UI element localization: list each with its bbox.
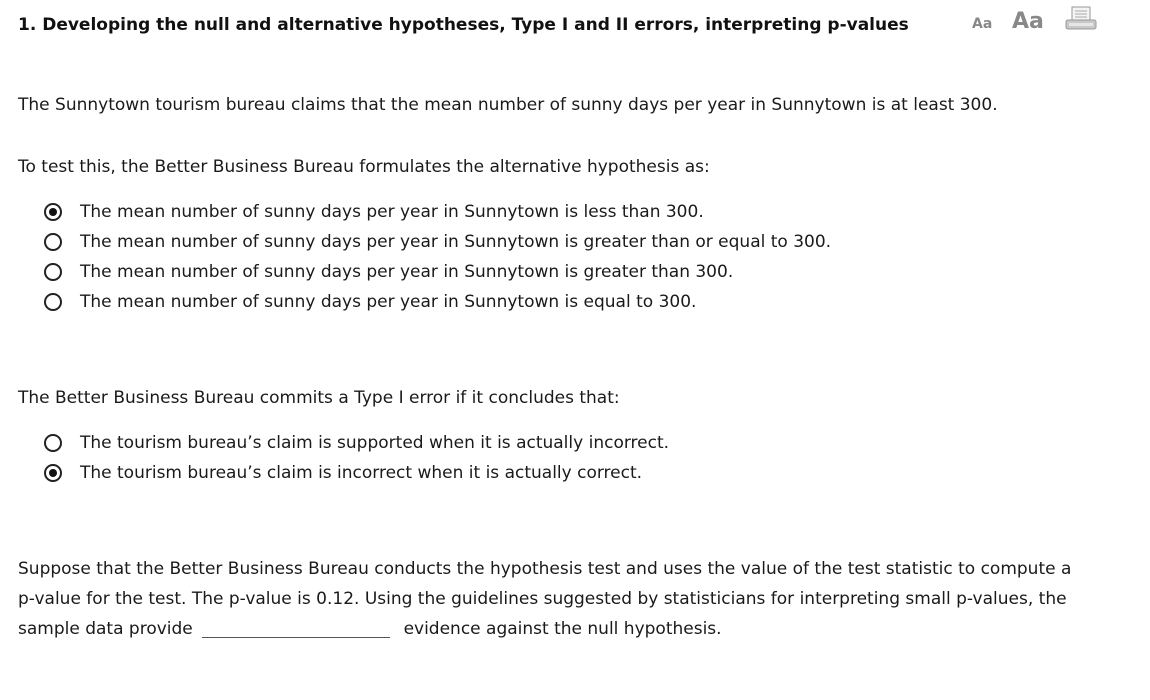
claim-text: The Sunnytown tourism bureau claims that the mean number of sunny days per year in Sunnytown is at least 300. [18,95,998,115]
alt-hyp-option-3[interactable] [44,257,831,287]
radio-button[interactable] [44,464,62,482]
radio-button[interactable] [44,434,62,452]
radio-button[interactable] [44,263,62,281]
part2-prompt: The Better Business Bureau commits a Type I error if it concludes that: [18,388,620,408]
radio-button[interactable] [44,293,62,311]
part3-paragraph [18,554,1078,644]
part1-prompt: To test this, the Better Business Bureau formulates the alternative hypothesis as: [18,157,710,177]
option-label: The mean number of sunny days per year in Sunnytown is less than 300. [80,202,704,222]
option-label: The mean number of sunny days per year in Sunnytown is greater than or equal to 300. [80,232,832,252]
alt-hyp-option-4[interactable] [44,287,831,317]
evidence-blank-input[interactable] [202,615,390,638]
alt-hyp-option-1[interactable] [44,197,831,227]
option-label: The tourism bureau’s claim is supported when it is actually incorrect. [80,433,670,453]
type1-option-1[interactable] [44,428,669,458]
print-icon[interactable] [1065,6,1097,32]
part3-text-before: Suppose that the Better Business Bureau conducts the hypothesis test and uses the value of the test statistic to compute a p-value for the test. The p-value is 0.12. Using the guidelines suggested by statisticians for interpreting small p-values, the sample data provide [18,559,1072,639]
font-size-small-button[interactable]: Aa [972,16,993,32]
option-label: The mean number of sunny days per year in Sunnytown is greater than 300. [80,262,734,282]
alternative-hypothesis-options [44,197,831,317]
type1-option-2[interactable] [44,458,669,488]
question-title: 1. Developing the null and alternative hypotheses, Type I and II errors, interpreting p-values [18,15,909,35]
font-size-large-button[interactable]: Aa [1012,9,1044,34]
radio-button[interactable] [44,203,62,221]
alt-hyp-option-2[interactable] [44,227,831,257]
type-one-error-options [44,428,669,488]
option-label: The tourism bureau’s claim is incorrect when it is actually correct. [80,463,643,483]
option-label: The mean number of sunny days per year in Sunnytown is equal to 300. [80,292,697,312]
radio-button[interactable] [44,233,62,251]
part3-text-after: evidence against the null hypothesis. [403,619,722,639]
